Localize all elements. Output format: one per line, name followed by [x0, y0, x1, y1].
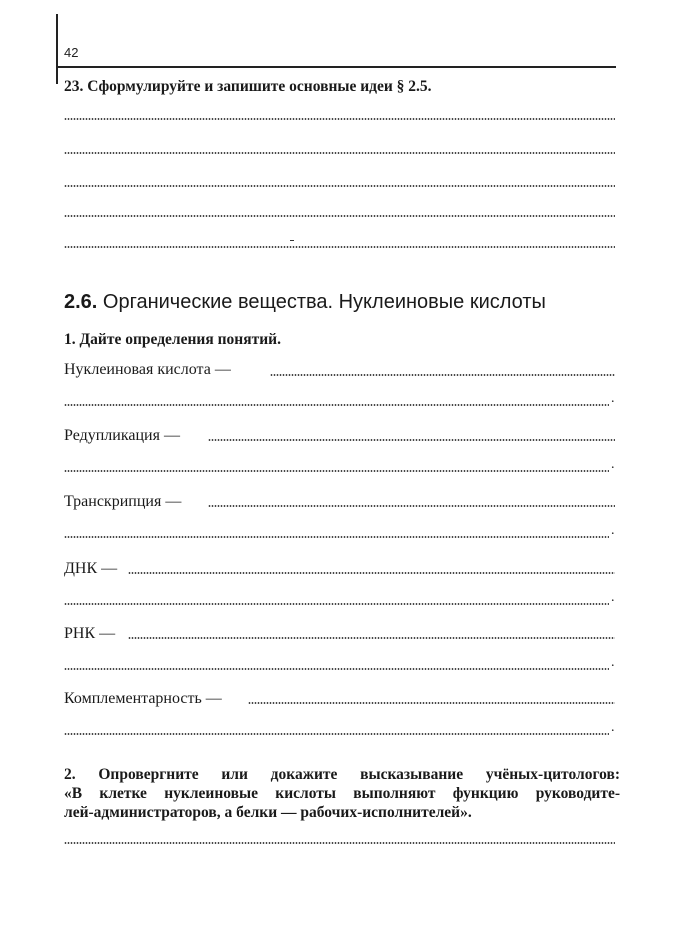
definition-line[interactable] [128, 572, 615, 574]
definition-line[interactable] [64, 668, 609, 670]
line-end-dot: . [611, 655, 615, 670]
term-complementarity: Комплементарность — [64, 690, 222, 707]
definition-line[interactable] [208, 439, 615, 441]
answer-line[interactable] [64, 215, 615, 217]
definition-line[interactable] [208, 505, 615, 507]
section-heading [64, 291, 546, 314]
question-2-text [64, 765, 620, 822]
page-number: 42 [64, 45, 79, 60]
answer-line[interactable] [64, 246, 615, 248]
definition-line[interactable] [64, 603, 609, 605]
question-1-text: 1. Дайте определения понятий. [64, 331, 281, 348]
stray-mark [290, 240, 294, 241]
header-rule [56, 66, 616, 68]
line-end-dot: . [611, 720, 615, 735]
line-end-dot: . [611, 457, 615, 472]
term-transcription: Транскрипция — [64, 493, 182, 510]
line-end-dot: . [611, 523, 615, 538]
definition-line[interactable] [64, 733, 609, 735]
definition-line[interactable] [64, 536, 609, 538]
question-2-line: «В клетке нуклеиновые кислоты выполняют функцию руководите- [64, 785, 620, 802]
definition-line[interactable] [270, 374, 615, 376]
question-2-line: 2. Опровергните или докажите высказывание учёных-цитологов: [64, 766, 620, 783]
definition-line[interactable] [64, 470, 609, 472]
answer-line[interactable] [64, 842, 615, 844]
definition-line[interactable] [64, 404, 609, 406]
answer-line[interactable] [64, 185, 615, 187]
definition-line[interactable] [128, 637, 615, 639]
term-rna: РНК — [64, 625, 116, 642]
margin-rule [56, 14, 58, 84]
question-2-line: лей-администраторов, а белки — рабочих-исполнителей». [64, 804, 472, 821]
definition-line[interactable] [248, 702, 615, 704]
term-nucleic-acid: Нуклеиновая кислота — [64, 361, 231, 378]
question-23-text: 23. Сформулируйте и запишите основные идеи § 2.5. [64, 78, 432, 95]
section-number: 2.6. [64, 291, 98, 313]
term-replication: Редупликация — [64, 427, 180, 444]
section-title: Органические вещества. Нуклеиновые кислоты [102, 291, 546, 313]
line-end-dot: . [611, 590, 615, 605]
term-dna: ДНК — [64, 560, 118, 577]
answer-line[interactable] [64, 152, 615, 154]
answer-line[interactable] [64, 118, 615, 120]
line-end-dot: . [611, 391, 615, 406]
